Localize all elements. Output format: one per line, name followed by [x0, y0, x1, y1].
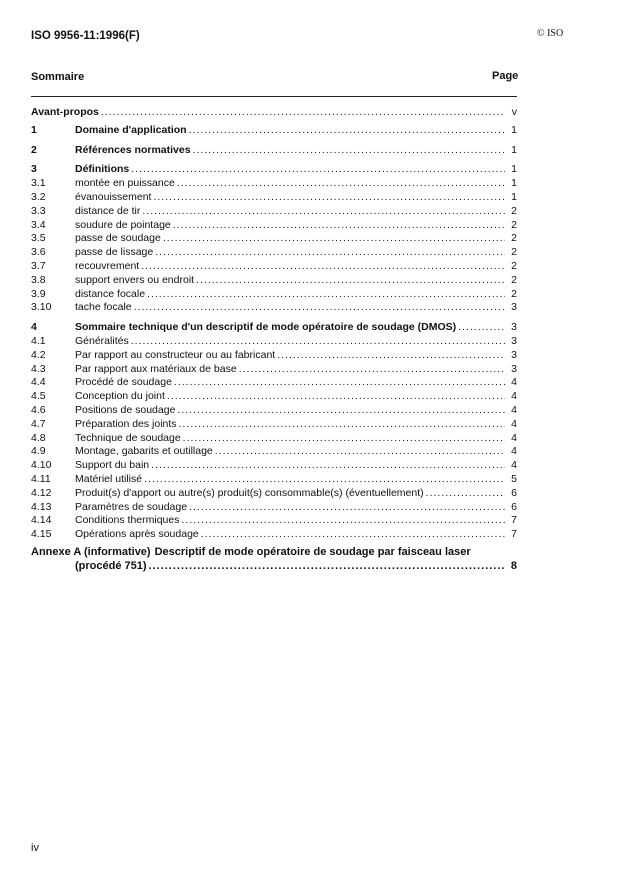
- dot-leader: [458, 321, 505, 335]
- copyright-mark: © ISO: [537, 28, 564, 39]
- toc-entry-number: 4.9: [31, 445, 46, 458]
- toc-entry-page: 4: [511, 403, 517, 416]
- toc-entry-number: 3.2: [31, 190, 46, 203]
- toc-entry-page: 2: [511, 259, 517, 272]
- toc-entry[interactable]: [31, 349, 517, 363]
- toc-entry-number: 1: [31, 123, 37, 136]
- toc-entry-title: Généralités: [75, 334, 129, 347]
- toc-entry-page: v: [511, 106, 517, 118]
- dot-leader: [134, 301, 505, 315]
- annex-entry-continued[interactable]: [31, 560, 517, 574]
- toc-entry-title: Préparation des joints: [75, 417, 177, 430]
- toc-entry-number: 4.10: [31, 459, 52, 472]
- toc-entry-number: 3.4: [31, 218, 46, 231]
- toc-entry-number: 4.13: [31, 500, 52, 513]
- toc-entry[interactable]: [31, 260, 517, 274]
- toc-title: Sommaire: [31, 71, 85, 83]
- toc-entry[interactable]: [31, 219, 517, 233]
- toc-entry-page: 4: [511, 445, 517, 458]
- toc-entry-title: Définitions: [75, 163, 130, 176]
- dot-leader: [426, 487, 505, 501]
- toc-entry[interactable]: [31, 106, 517, 120]
- toc-entry-number: 3.6: [31, 246, 46, 259]
- toc-entry-page: 2: [511, 246, 517, 259]
- toc-entry-title: Matériel utilisé: [75, 472, 143, 485]
- toc-entry[interactable]: [31, 191, 517, 205]
- dot-leader: [196, 274, 505, 288]
- dot-leader: [215, 445, 505, 459]
- toc-entry[interactable]: [31, 205, 517, 219]
- dot-leader: [167, 390, 505, 404]
- dot-leader: [201, 528, 505, 542]
- toc-entry[interactable]: [31, 514, 517, 528]
- toc-entry[interactable]: [31, 487, 517, 501]
- toc-entry[interactable]: [31, 335, 517, 349]
- dot-leader: [277, 349, 505, 363]
- dot-leader: [177, 404, 505, 418]
- dot-leader: [189, 124, 505, 138]
- dot-leader: [189, 501, 505, 515]
- annex-entry[interactable]: [31, 546, 517, 560]
- toc-entry[interactable]: [31, 246, 517, 260]
- dot-leader: [141, 260, 505, 274]
- dot-leader: [144, 473, 505, 487]
- dot-leader: [131, 335, 505, 349]
- toc-entry-page: 1: [511, 190, 517, 203]
- toc-entry[interactable]: [31, 274, 517, 288]
- toc-entry[interactable]: [31, 376, 517, 390]
- toc-entry-number: 3.1: [31, 177, 46, 190]
- toc-entry-number: 4.7: [31, 417, 46, 430]
- toc-entry[interactable]: [31, 501, 517, 515]
- toc-entry-title: passe de lissage: [75, 246, 154, 259]
- header-rule: [31, 96, 517, 97]
- toc-entry-number: 4.2: [31, 348, 46, 361]
- toc-entry-title: Domaine d'application: [75, 123, 187, 136]
- toc-entry-page: 1: [511, 163, 517, 176]
- toc-entry-page: 4: [511, 431, 517, 444]
- toc-entry-title: Technique de soudage: [75, 431, 181, 444]
- dot-leader: [239, 363, 505, 377]
- toc-entry-number: 4.6: [31, 403, 46, 416]
- toc-entry-number: 3.5: [31, 232, 46, 245]
- dot-leader: [147, 288, 505, 302]
- dot-leader: [163, 232, 505, 246]
- toc-entry[interactable]: [31, 390, 517, 404]
- toc-entry[interactable]: [31, 177, 517, 191]
- toc-entry[interactable]: [31, 301, 517, 315]
- toc-entry-number: 4.11: [31, 472, 51, 485]
- footer-page-number: iv: [31, 842, 39, 854]
- dot-leader: [174, 376, 505, 390]
- dot-leader: [142, 205, 505, 219]
- toc-entry-page: 3: [511, 301, 517, 314]
- toc-entry-page: 3: [511, 321, 517, 334]
- toc-entry-page: 2: [511, 273, 517, 286]
- toc-entry-title: Conditions thermiques: [75, 514, 180, 527]
- toc-entry-page: 5: [511, 472, 517, 485]
- toc-entry-page: 2: [511, 232, 517, 245]
- dot-leader: [193, 144, 505, 158]
- toc-entry-number: 3: [31, 163, 37, 176]
- toc-entry-number: 2: [31, 143, 37, 156]
- toc-entry-title: Support du bain: [75, 459, 150, 472]
- toc-entry-number: 3.8: [31, 273, 46, 286]
- toc-entry-title: Par rapport au constructeur ou au fabricant: [75, 348, 276, 361]
- annex-page: 8: [510, 559, 517, 572]
- dot-leader: [155, 246, 505, 260]
- dot-leader: [179, 418, 505, 432]
- toc-entry-page: 6: [511, 500, 517, 513]
- toc-entry-page: 6: [511, 486, 517, 499]
- page-column-label: Page: [492, 70, 519, 82]
- toc-entry-page: 1: [511, 123, 517, 136]
- document-id: ISO 9956-11:1996(F): [31, 30, 140, 42]
- toc-entry-page: 1: [511, 143, 517, 156]
- toc-entry-number: 4.4: [31, 376, 46, 389]
- dot-leader: [151, 459, 505, 473]
- toc-entry-title: distance focale: [75, 287, 146, 300]
- toc-entry-title: Montage, gabarits et outillage: [75, 445, 213, 458]
- dot-leader: [181, 514, 505, 528]
- toc-entry-number: 3.7: [31, 259, 46, 272]
- toc-entry-number: 4: [31, 321, 37, 334]
- toc-entry[interactable]: [31, 124, 517, 138]
- toc-entry-title: Avant-propos: [31, 106, 99, 118]
- toc-entry-number: 4.14: [31, 514, 52, 527]
- toc-entry-number: 4.1: [31, 334, 46, 347]
- dot-leader: [101, 106, 505, 120]
- toc-entry-page: 1: [511, 177, 517, 190]
- toc-entry[interactable]: [31, 418, 517, 432]
- toc-entry-title: distance de tir: [75, 204, 141, 217]
- toc-entry-number: 4.12: [31, 486, 52, 499]
- toc-entry-page: 7: [511, 514, 517, 527]
- toc-entry[interactable]: [31, 288, 517, 302]
- toc-entry[interactable]: [31, 528, 517, 542]
- toc-entry[interactable]: [31, 232, 517, 246]
- toc-entry[interactable]: [31, 363, 517, 377]
- toc-entry-title: évanouissement: [75, 190, 152, 203]
- toc-entry-page: 2: [511, 218, 517, 231]
- toc-entry-title: Par rapport aux matériaux de base: [75, 362, 237, 375]
- toc-entry-number: 3.3: [31, 204, 46, 217]
- dot-leader: [173, 219, 505, 233]
- toc-entry-number: 4.15: [31, 528, 52, 541]
- annex-title-line1: Descriptif de mode opératoire de soudage par faisceau laser: [154, 545, 471, 558]
- dot-leader: [153, 191, 505, 205]
- toc-entry-page: 4: [511, 459, 517, 472]
- dot-leader: [149, 560, 505, 574]
- toc-entry-number: 3.10: [31, 301, 52, 314]
- toc-entry[interactable]: [31, 459, 517, 473]
- toc-entry[interactable]: [31, 144, 517, 158]
- toc-entry-number: 3.9: [31, 287, 46, 300]
- toc-entry[interactable]: [31, 432, 517, 446]
- annex-label: Annexe A (informative): [31, 545, 151, 558]
- toc-entry-number: 4.8: [31, 431, 46, 444]
- dot-leader: [131, 163, 505, 177]
- toc-entry-page: 4: [511, 376, 517, 389]
- toc-entry[interactable]: [31, 163, 517, 177]
- toc-entry-page: 3: [511, 348, 517, 361]
- toc-entry-title: support envers ou endroit: [75, 273, 195, 286]
- toc-entry-page: 3: [511, 362, 517, 375]
- toc-entry-title: Paramètres de soudage: [75, 500, 188, 513]
- toc-entry-page: 2: [511, 204, 517, 217]
- toc-entry-title: soudure de pointage: [75, 218, 171, 231]
- toc-entry-title: Sommaire technique d'un descriptif de mode opératoire de soudage (DMOS): [75, 321, 457, 334]
- toc-entry-title: Opérations après soudage: [75, 528, 199, 541]
- toc-entry[interactable]: [31, 473, 517, 487]
- toc-entry-page: 3: [511, 334, 517, 347]
- toc-entry-title: montée en puissance: [75, 177, 175, 190]
- toc-entry-page: 7: [511, 528, 517, 541]
- toc-entry-title: Conception du joint: [75, 390, 165, 403]
- toc-entry-title: passe de soudage: [75, 232, 161, 245]
- toc-entry[interactable]: [31, 445, 517, 459]
- toc-entry-page: 4: [511, 390, 517, 403]
- toc-entry-title: Positions de soudage: [75, 403, 176, 416]
- toc-entry-title: Produit(s) d'apport ou autre(s) produit(s) consommable(s) (éventuellement): [75, 486, 424, 499]
- toc-entry-title: Procédé de soudage: [75, 376, 172, 389]
- toc-entry[interactable]: [31, 404, 517, 418]
- toc-entry-page: 2: [511, 287, 517, 300]
- toc-entry-title: Références normatives: [75, 143, 191, 156]
- toc-entry-number: 4.3: [31, 362, 46, 375]
- toc-entry[interactable]: [31, 321, 517, 335]
- table-of-contents: [31, 106, 517, 574]
- toc-entry-title: tache focale: [75, 301, 132, 314]
- toc-entry-number: 4.5: [31, 390, 46, 403]
- toc-entry-title: recouvrement: [75, 259, 140, 272]
- dot-leader: [177, 177, 505, 191]
- annex-title-line2: (procédé 751): [75, 559, 147, 572]
- dot-leader: [183, 432, 505, 446]
- toc-entry-page: 4: [511, 417, 517, 430]
